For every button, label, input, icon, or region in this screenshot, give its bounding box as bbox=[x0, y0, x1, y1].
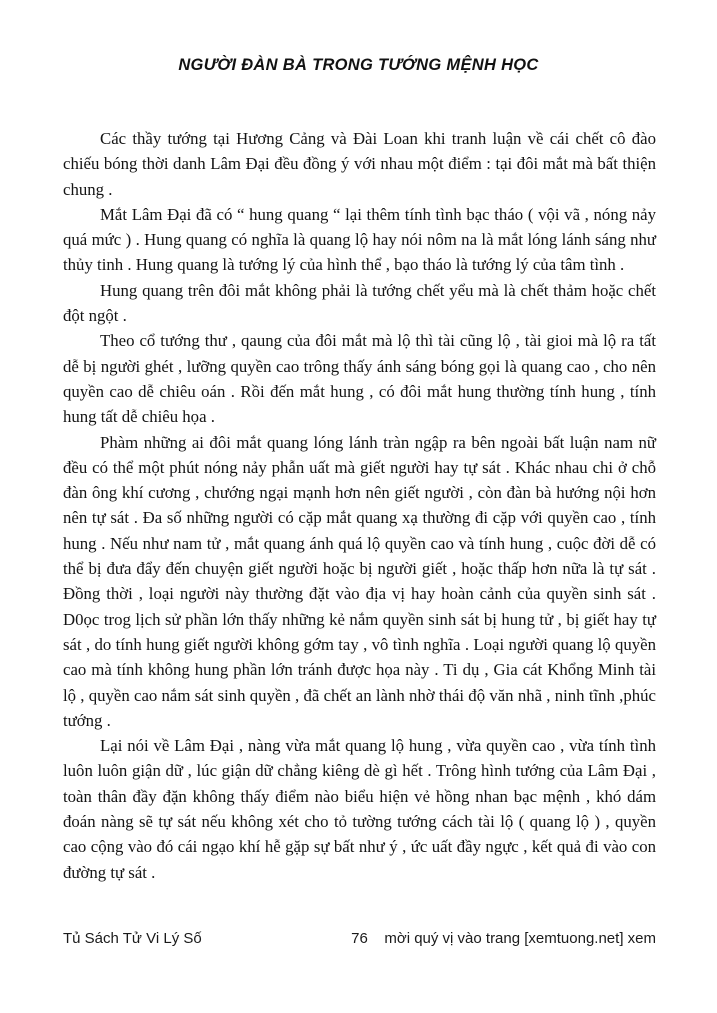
page-footer bbox=[63, 930, 656, 947]
body-paragraph: Các thầy tướng tại Hương Cảng và Đài Loan khi tranh luận về cái chết cô đào chiếu bóng thời danh Lâm Đại đều đồng ý với nhau một điểm : tại đôi mắt mà bất thiện chung . bbox=[63, 129, 656, 199]
document-body bbox=[63, 126, 656, 885]
footer-series-title: Tủ Sách Tử Vi Lý Số bbox=[63, 930, 202, 947]
body-paragraph: Mắt Lâm Đại đã có “ hung quang “ lại thêm tính tình bạc tháo ( vội vã , nóng nảy quá mức ) . Hung quang có nghĩa là quang lộ hay nói nôm na là mắt lóng lánh sáng như thủy tinh . Hung quang là tướng lý của hình thể , bạo tháo là tướng lý của tâm tình . bbox=[63, 204, 656, 275]
footer-page-number: 76 bbox=[351, 930, 368, 947]
body-paragraph: Hung quang trên đôi mắt không phải là tướng chết yểu mà là chết thảm hoặc chết đột ngột . bbox=[63, 280, 656, 326]
body-paragraph: Theo cổ tướng thư , qaung của đôi mắt mà lộ thì tài cũng lộ , tài gioi mà lộ ra tất dễ bị người ghét , lưỡng quyền cao trông thấy ánh sáng bóng gọi là quang cao , cho nên quyền cao dễ chiêu oán . Rồi đến mắt hung , có đôi mắt hung thường tính hung , tính hung tất dễ chiêu họa . bbox=[63, 331, 656, 427]
footer-site-note: mời quý vị vào trang [xemtuong.net] xem bbox=[384, 930, 656, 947]
page-title: NGƯỜI ĐÀN BÀ TRONG TƯỚNG MỆNH HỌC bbox=[178, 56, 539, 74]
body-paragraph: Lại nói về Lâm Đại , nàng vừa mắt quang lộ hung , vừa quyền cao , vừa tính tình luôn luôn giận dữ , lúc giận dữ chẳng kiêng dè gì hết . Trông hình tướng của Lâm Đại , toàn thân đầy đặn không thấy điểm nào biểu hiện vẻ hồng nhan bạc mệnh , khó dám đoán nàng sẽ tự sát nếu không xét cho tỏ tường tướng cách tài lộ ( quang lộ ) , quyền cao cộng vào đó cái ngạo khí hễ gặp sự bất như ý , ức uất đầy ngực , kết quả đi vào con đường tự sát . bbox=[63, 736, 656, 882]
body-paragraph: Phàm những ai đôi mắt quang lóng lánh tràn ngập ra bên ngoài bất luận nam nữ đều có thể một phút nóng nảy phẫn uất mà giết người hay tự sát . Khác nhau chi ở chỗ đàn ông khí cương , chướng ngại mạnh hơn nên giết người , còn đàn bà hướng nội hơn nên tự sát . Đa số những người có cặp mắt quang xạ thường đi cặp với quyền cao , tính hung . Nếu như nam tử , mắt quang ánh quá lộ quyền cao và tính hung , cuộc đời dễ có thể bị đưa đẩy đến chuyện giết người hoặc bị người giết , hoặc thấp hơn nữa là tự sát . Đồng thời , loại người này thường đặt vào địa vị hay hoàn cảnh của quyền sinh sát . D0ọc trog lịch sử phần lớn thấy những kẻ nắm quyền sinh sát bị hung tử , bị giết hay tự sát , do tính hung giết người không gớm tay , vô tình nghĩa . Loại người quang lộ quyền cao mà tính không hung phần lớn tránh được họa này . Ti dụ , Gia cát Khổng Minh tài lộ , quyền cao nắm sát sinh quyền , đã chết an lành nhờ thái độ văn nhã , ninh tĩnh ,phúc tướng . bbox=[63, 432, 656, 730]
